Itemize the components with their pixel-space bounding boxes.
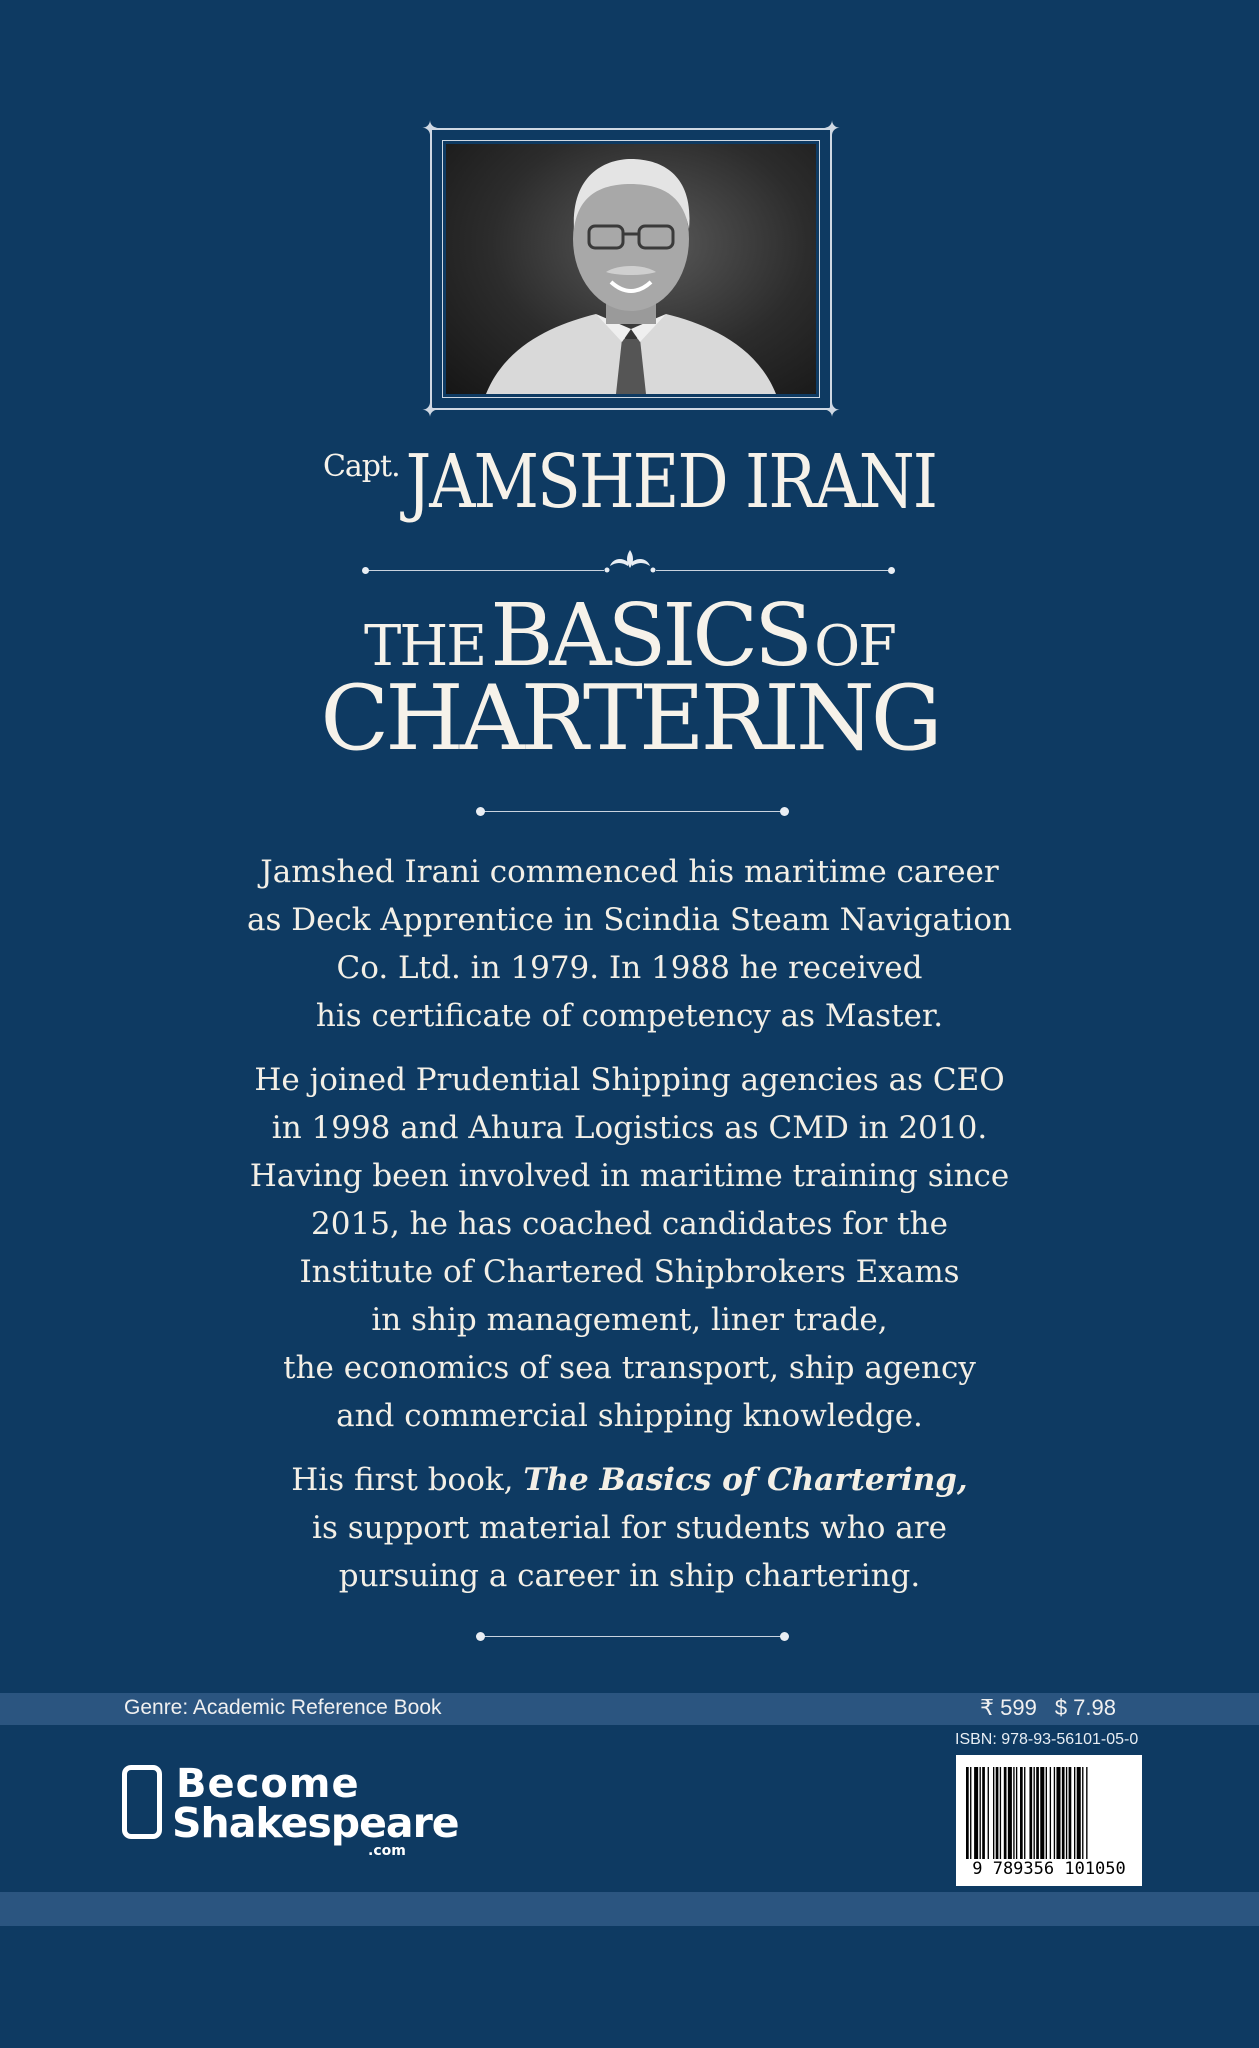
bottom-band	[0, 1892, 1259, 1926]
fleur-ornament-icon	[604, 548, 656, 574]
barcode-bar	[1020, 1767, 1023, 1859]
divider-dot-icon	[476, 1632, 485, 1641]
barcode-bar	[1040, 1767, 1044, 1859]
bio-book-title: The Basics of Chartering,	[523, 1462, 968, 1498]
bio-line: in ship management, liner trade,	[371, 1302, 888, 1338]
genre-label: Genre: Academic Reference Book	[124, 1696, 442, 1719]
bio-line: Institute of Chartered Shipbrokers Exams	[299, 1254, 960, 1290]
bio-line: is support material for students who are	[312, 1510, 947, 1546]
barcode-bar	[1029, 1767, 1032, 1859]
frame-corner-star-icon: ✦	[421, 398, 439, 422]
frame-corner-star-icon: ✦	[823, 116, 841, 140]
barcode-bar	[980, 1767, 981, 1859]
author-photo	[446, 144, 816, 394]
bio-line: Co. Ltd. in 1979. In 1988 he received	[336, 950, 923, 986]
barcode-bar	[1008, 1767, 1012, 1859]
bio-line: Jamshed Irani commenced his maritime career	[260, 854, 999, 890]
barcode-bar	[996, 1767, 999, 1859]
barcode-bar	[974, 1767, 978, 1859]
ornament-dot-icon	[362, 567, 369, 574]
divider-dot-icon	[780, 807, 789, 816]
bio-divider	[482, 1636, 784, 1637]
barcode-bars	[966, 1767, 1132, 1859]
bio-paragraph-2	[150, 1056, 1109, 1440]
price-label	[980, 1695, 1134, 1721]
price-inr: ₹ 599	[980, 1695, 1037, 1720]
barcode-bar	[1077, 1767, 1081, 1859]
barcode-bar	[1066, 1767, 1067, 1859]
barcode-bar	[1062, 1767, 1065, 1859]
title-word-the: THE	[364, 614, 486, 679]
bio-line: He joined Prudential Shipping agencies as CEO	[254, 1062, 1005, 1098]
bio-line: pursuing a career in ship chartering.	[338, 1558, 921, 1594]
barcode-bar	[1082, 1767, 1083, 1859]
publisher-name-line1: Become	[176, 1761, 360, 1807]
frame-corner-star-icon: ✦	[421, 116, 439, 140]
barcode-bar	[1004, 1767, 1007, 1859]
barcode-bar	[1074, 1767, 1075, 1859]
barcode-bar	[970, 1767, 971, 1859]
ornament-dot-icon	[888, 567, 895, 574]
bio-line: his certificate of competency as Master.	[315, 998, 944, 1034]
barcode-bar	[1054, 1767, 1055, 1859]
bio-paragraph-3	[150, 1456, 1109, 1600]
divider-dot-icon	[780, 1632, 789, 1641]
barcode	[956, 1755, 1142, 1886]
barcode-bar	[1000, 1767, 1001, 1859]
bio-line	[150, 1456, 1109, 1504]
barcode-bar	[1034, 1767, 1035, 1859]
barcode-bar	[1024, 1767, 1025, 1859]
title-divider	[482, 811, 784, 812]
title-word-of: OF	[814, 614, 895, 679]
barcode-bar	[988, 1767, 989, 1859]
bio-line: in 1998 and Ahura Logistics as CMD in 2010.	[271, 1110, 988, 1146]
barcode-bar	[1056, 1767, 1060, 1859]
barcode-bar	[1069, 1767, 1072, 1859]
barcode-bar	[1050, 1767, 1051, 1859]
barcode-bar	[1013, 1767, 1014, 1859]
frame-corner-star-icon: ✦	[823, 398, 841, 422]
book-title-line2: CHARTERING	[320, 666, 939, 771]
barcode-digits: 9 789356 101050	[972, 1859, 1126, 1879]
barcode-bar	[1036, 1767, 1039, 1859]
publisher-logo-icon	[122, 1765, 162, 1839]
barcode-bar	[966, 1767, 969, 1859]
bio-book-prefix: His first book,	[291, 1462, 514, 1498]
barcode-bar	[1016, 1767, 1017, 1859]
publisher-domain-suffix: .com	[368, 1843, 406, 1859]
bio-line: and commercial shipping knowledge.	[336, 1398, 923, 1434]
publisher-name-line2: Shakespeare	[172, 1799, 459, 1847]
barcode-bar	[1086, 1767, 1087, 1859]
title-word-basics: BASICS	[490, 586, 810, 686]
divider-dot-icon	[476, 807, 485, 816]
bio-paragraph-1	[150, 848, 1109, 1040]
bio-line: Having been involved in maritime training since	[249, 1158, 1010, 1194]
bio-line: 2015, he has coached candidates for the	[311, 1206, 948, 1242]
bio-line: the economics of sea transport, ship agency	[283, 1350, 976, 1386]
barcode-bar	[993, 1767, 994, 1859]
barcode-bar	[982, 1767, 985, 1859]
price-usd: $ 7.98	[1054, 1695, 1116, 1720]
author-name	[0, 440, 1259, 526]
author-prefix: Capt.	[322, 449, 400, 484]
bio-line: as Deck Apprentice in Scindia Steam Navigation	[246, 902, 1013, 938]
barcode-bar	[1046, 1767, 1047, 1859]
author-fullname: JAMSHED IRANI	[405, 440, 937, 526]
isbn-label: ISBN: 978-93-56101-05-0	[955, 1731, 1139, 1748]
